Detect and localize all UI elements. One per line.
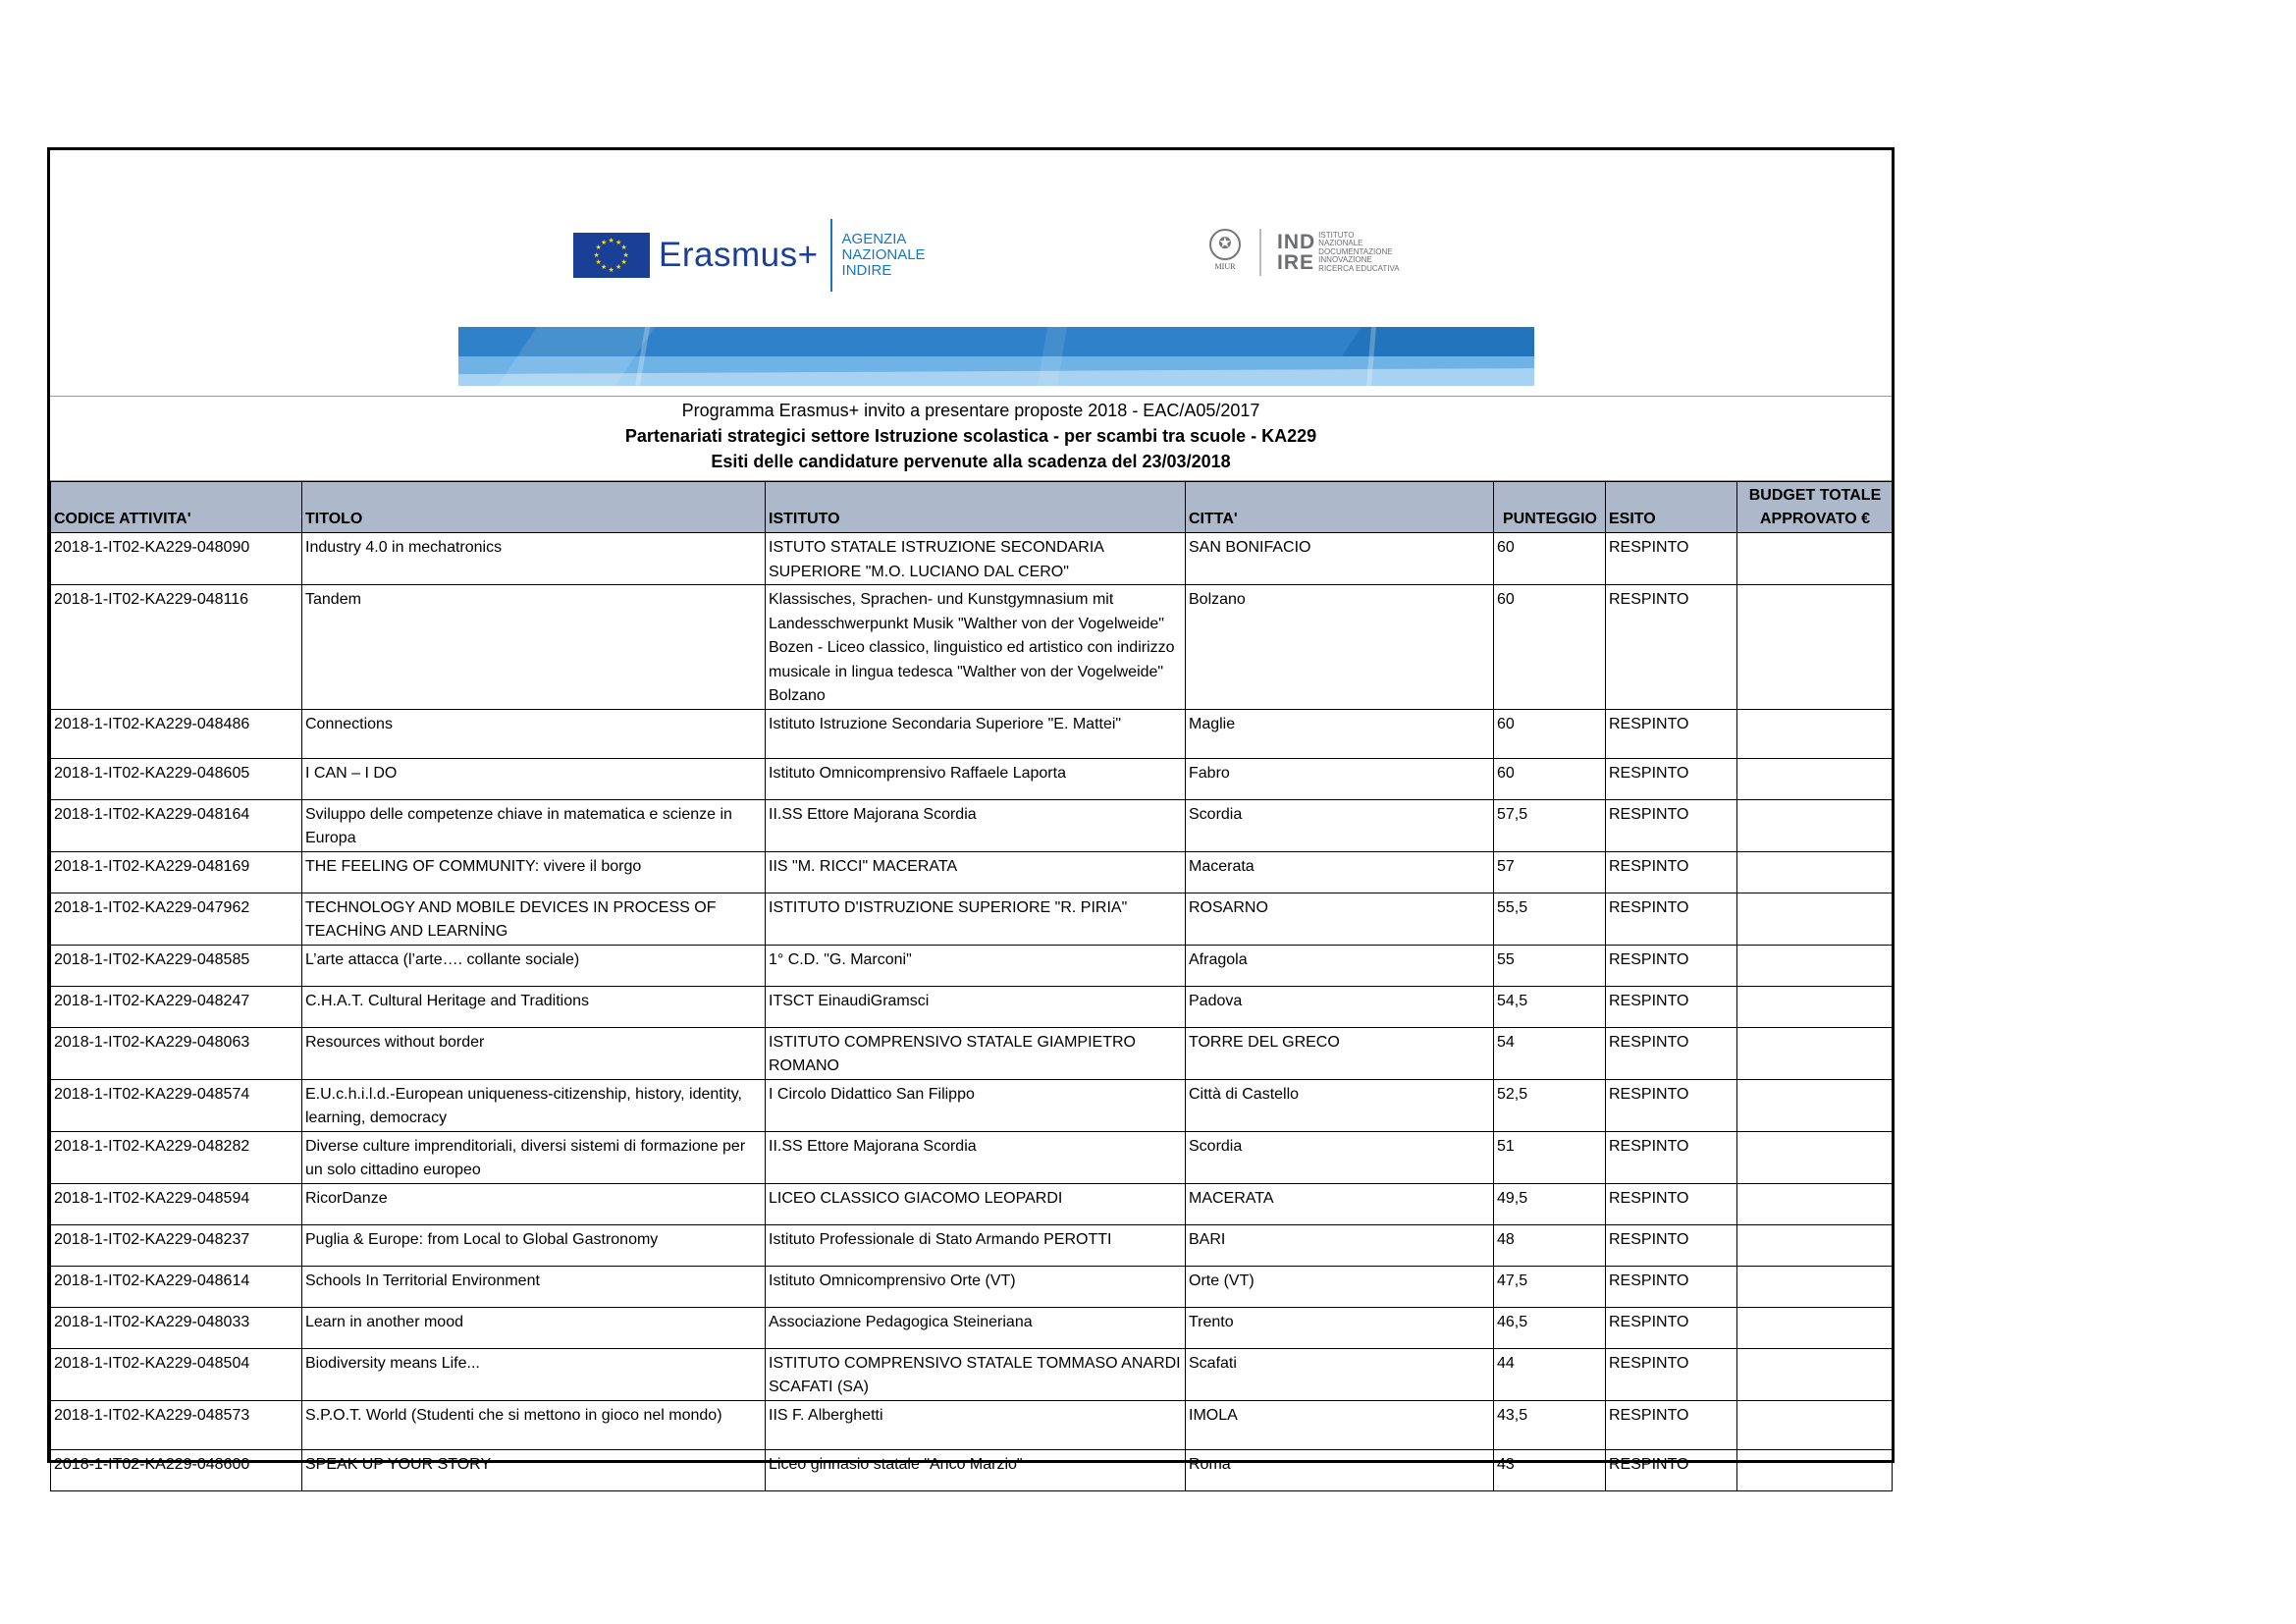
eu-star-icon: ★ xyxy=(615,239,622,246)
cell-code: 2018-1-IT02-KA229-048486 xyxy=(51,709,302,758)
cell-result: RESPINTO xyxy=(1606,1079,1737,1131)
cell-budget xyxy=(1737,851,1893,893)
cell-result: RESPINTO xyxy=(1606,709,1737,758)
cell-code: 2018-1-IT02-KA229-048574 xyxy=(51,1079,302,1131)
indire-subtitle xyxy=(1318,232,1399,274)
cell-budget xyxy=(1737,1131,1893,1183)
eu-star-icon: ★ xyxy=(595,244,602,251)
eu-star-icon: ★ xyxy=(601,264,608,272)
cell-city: Afragola xyxy=(1186,945,1494,986)
cell-result: RESPINTO xyxy=(1606,1131,1737,1183)
column-header-score: PUNTEGGIO xyxy=(1494,482,1606,533)
results-sheet xyxy=(47,147,1895,1473)
cell-institute: ITSCT EinaudiGramsci xyxy=(766,986,1186,1027)
cell-title: E.U.c.h.i.l.d.-European uniqueness-citizenship, history, identity, learning, democracy xyxy=(302,1079,766,1131)
cell-score: 57,5 xyxy=(1494,799,1606,851)
cell-score: 43,5 xyxy=(1494,1400,1606,1449)
cell-institute: II.SS Ettore Majorana Scordia xyxy=(766,799,1186,851)
cell-city: Roma xyxy=(1186,1449,1494,1490)
cell-title: Tandem xyxy=(302,585,766,710)
cell-score: 60 xyxy=(1494,758,1606,799)
cell-institute: ISTITUTO D'ISTRUZIONE SUPERIORE "R. PIRIA" xyxy=(766,893,1186,945)
column-header-city: CITTA' xyxy=(1186,482,1494,533)
cell-title: Schools In Territorial Environment xyxy=(302,1266,766,1307)
cell-institute: II.SS Ettore Majorana Scordia xyxy=(766,1131,1186,1183)
table-row xyxy=(51,1027,1893,1079)
column-header-code: CODICE ATTIVITA' xyxy=(51,482,302,533)
eu-star-icon: ★ xyxy=(608,266,614,274)
cell-budget xyxy=(1737,1183,1893,1224)
cell-code: 2018-1-IT02-KA229-048164 xyxy=(51,799,302,851)
eu-star-icon: ★ xyxy=(622,251,629,259)
eu-star-icon: ★ xyxy=(595,259,602,266)
indire-sub-line: ISTITUTO xyxy=(1318,230,1355,240)
logo-divider xyxy=(1259,229,1261,276)
cell-code: 2018-1-IT02-KA229-048033 xyxy=(51,1307,302,1348)
cell-budget xyxy=(1737,1224,1893,1266)
cell-budget xyxy=(1737,585,1893,710)
cell-result: RESPINTO xyxy=(1606,1266,1737,1307)
miur-seal-icon xyxy=(1204,229,1246,276)
cell-city: Bolzano xyxy=(1186,585,1494,710)
cell-title: Puglia & Europe: from Local to Global Gastronomy xyxy=(302,1224,766,1266)
cell-result: RESPINTO xyxy=(1606,1400,1737,1449)
cell-result: RESPINTO xyxy=(1606,758,1737,799)
cell-code: 2018-1-IT02-KA229-048585 xyxy=(51,945,302,986)
results-title: Esiti delle candidature pervenute alla scadenza del 23/03/2018 xyxy=(711,452,1231,471)
cell-city: Città di Castello xyxy=(1186,1079,1494,1131)
table-row xyxy=(51,893,1893,945)
cell-budget xyxy=(1737,1266,1893,1307)
cell-title: L’arte attacca (l’arte…. collante sociale) xyxy=(302,945,766,986)
indire-mark xyxy=(1277,232,1315,273)
cell-city: IMOLA xyxy=(1186,1400,1494,1449)
cell-budget xyxy=(1737,799,1893,851)
cell-institute: ISTUTO STATALE ISTRUZIONE SECONDARIA SUPERIORE "M.O. LUCIANO DAL CERO" xyxy=(766,533,1186,585)
table-row xyxy=(51,1449,1893,1490)
cell-institute: IIS F. Alberghetti xyxy=(766,1400,1186,1449)
cell-score: 60 xyxy=(1494,585,1606,710)
cell-code: 2018-1-IT02-KA229-048573 xyxy=(51,1400,302,1449)
cell-institute: Istituto Professionale di Stato Armando PEROTTI xyxy=(766,1224,1186,1266)
results-table xyxy=(50,481,1893,1491)
column-header-institute: ISTITUTO xyxy=(766,482,1186,533)
erasmus-wordmark: Erasmus+ xyxy=(659,236,819,274)
table-row xyxy=(51,758,1893,799)
indire-mark-line: IND xyxy=(1277,231,1316,253)
indire-logo xyxy=(1204,229,1400,276)
eu-star-icon: ★ xyxy=(593,251,600,259)
cell-title: RicorDanze xyxy=(302,1183,766,1224)
cell-score: 48 xyxy=(1494,1224,1606,1266)
cell-title: THE FEELING OF COMMUNITY: vivere il borgo xyxy=(302,851,766,893)
table-row xyxy=(51,1079,1893,1131)
cell-result: RESPINTO xyxy=(1606,945,1737,986)
cell-result: RESPINTO xyxy=(1606,1307,1737,1348)
cell-code: 2018-1-IT02-KA229-048605 xyxy=(51,758,302,799)
cell-city: Scordia xyxy=(1186,1131,1494,1183)
table-row xyxy=(51,709,1893,758)
table-row xyxy=(51,851,1893,893)
cell-code: 2018-1-IT02-KA229-048504 xyxy=(51,1348,302,1400)
cell-title: Connections xyxy=(302,709,766,758)
table-row xyxy=(51,1224,1893,1266)
table-header-row xyxy=(51,482,1893,533)
cell-code: 2018-1-IT02-KA229-048282 xyxy=(51,1131,302,1183)
erasmus-plus-logo xyxy=(573,219,926,292)
cell-code: 2018-1-IT02-KA229-048169 xyxy=(51,851,302,893)
cell-code: 2018-1-IT02-KA229-048594 xyxy=(51,1183,302,1224)
table-row xyxy=(51,1266,1893,1307)
programme-title: Programma Erasmus+ invito a presentare proposte 2018 - EAC/A05/2017 xyxy=(681,401,1260,420)
cell-institute: LICEO CLASSICO GIACOMO LEOPARDI xyxy=(766,1183,1186,1224)
agency-line: INDIRE xyxy=(841,262,892,279)
cell-title: Industry 4.0 in mechatronics xyxy=(302,533,766,585)
cell-score: 55 xyxy=(1494,945,1606,986)
cell-city: Trento xyxy=(1186,1307,1494,1348)
cell-code: 2018-1-IT02-KA229-048116 xyxy=(51,585,302,710)
cell-city: Fabro xyxy=(1186,758,1494,799)
cell-institute: 1° C.D. "G. Marconi" xyxy=(766,945,1186,986)
cell-city: TORRE DEL GRECO xyxy=(1186,1027,1494,1079)
cell-budget xyxy=(1737,533,1893,585)
cell-city: Scordia xyxy=(1186,799,1494,851)
cell-result: RESPINTO xyxy=(1606,533,1737,585)
logo-header xyxy=(50,150,1892,397)
miur-label: MIUR xyxy=(1214,262,1236,271)
cell-institute: Klassisches, Sprachen- und Kunstgymnasium mit Landesschwerpunkt Musik "Walther von der Vogelweide" Bozen - Liceo classico, linguistico ed artistico con indirizzo musicale in lingua tedesca "Walther von der Vogelweide" Bolzano xyxy=(766,585,1186,710)
cell-score: 60 xyxy=(1494,709,1606,758)
cell-budget xyxy=(1737,986,1893,1027)
column-header-budget: BUDGET TOTALE APPROVATO € xyxy=(1737,482,1893,533)
eu-star-icon: ★ xyxy=(620,259,627,266)
indire-mark-line: IRE xyxy=(1277,251,1315,274)
indire-sub-line: DOCUMENTAZIONE xyxy=(1318,246,1393,256)
action-title: Partenariati strategici settore Istruzione scolastica - per scambi tra scuole - KA229 xyxy=(624,426,1317,446)
table-row xyxy=(51,1400,1893,1449)
cell-budget xyxy=(1737,758,1893,799)
logo-divider xyxy=(830,219,832,292)
indire-sub-line: RICERCA EDUCATIVA xyxy=(1318,263,1400,273)
cell-institute: Associazione Pedagogica Steineriana xyxy=(766,1307,1186,1348)
cell-institute: Istituto Omnicomprensivo Raffaele Laporta xyxy=(766,758,1186,799)
cell-score: 60 xyxy=(1494,533,1606,585)
seal-emblem-icon: ✪ xyxy=(1209,229,1241,260)
cell-title: Diverse culture imprenditoriali, diversi sistemi di formazione per un solo cittadino europeo xyxy=(302,1131,766,1183)
cell-city: Orte (VT) xyxy=(1186,1266,1494,1307)
cell-institute: Liceo ginnasio statale "Anco Marzio" xyxy=(766,1449,1186,1490)
cell-city: MACERATA xyxy=(1186,1183,1494,1224)
cell-score: 49,5 xyxy=(1494,1183,1606,1224)
cell-result: RESPINTO xyxy=(1606,1183,1737,1224)
indire-sub-line: NAZIONALE xyxy=(1318,239,1363,248)
cell-result: RESPINTO xyxy=(1606,585,1737,710)
cell-budget xyxy=(1737,1027,1893,1079)
cell-result: RESPINTO xyxy=(1606,1348,1737,1400)
cell-code: 2018-1-IT02-KA229-048237 xyxy=(51,1224,302,1266)
cell-city: ROSARNO xyxy=(1186,893,1494,945)
cell-score: 46,5 xyxy=(1494,1307,1606,1348)
eu-star-icon: ★ xyxy=(608,237,614,244)
table-row xyxy=(51,945,1893,986)
cell-city: Macerata xyxy=(1186,851,1494,893)
cell-budget xyxy=(1737,945,1893,986)
table-row xyxy=(51,1348,1893,1400)
cell-result: RESPINTO xyxy=(1606,1027,1737,1079)
cell-title: Biodiversity means Life... xyxy=(302,1348,766,1400)
cell-title: Resources without border xyxy=(302,1027,766,1079)
cell-code: 2018-1-IT02-KA229-048247 xyxy=(51,986,302,1027)
blue-banner-graphic xyxy=(458,327,1534,386)
table-row xyxy=(51,1183,1893,1224)
cell-score: 51 xyxy=(1494,1131,1606,1183)
cell-result: RESPINTO xyxy=(1606,986,1737,1027)
cell-code: 2018-1-IT02-KA229-048090 xyxy=(51,533,302,585)
indire-sub-line: INNOVAZIONE xyxy=(1318,255,1372,265)
cell-title: SPEAK UP YOUR STORY xyxy=(302,1449,766,1490)
cell-title: C.H.A.T. Cultural Heritage and Traditions xyxy=(302,986,766,1027)
cell-city: Padova xyxy=(1186,986,1494,1027)
cell-city: SAN BONIFACIO xyxy=(1186,533,1494,585)
cell-budget xyxy=(1737,1348,1893,1400)
cell-score: 52,5 xyxy=(1494,1079,1606,1131)
cell-score: 47,5 xyxy=(1494,1266,1606,1307)
cell-city: BARI xyxy=(1186,1224,1494,1266)
cell-institute: I Circolo Didattico San Filippo xyxy=(766,1079,1186,1131)
cell-result: RESPINTO xyxy=(1606,799,1737,851)
cell-title: TECHNOLOGY AND MOBILE DEVICES IN PROCESS OF TEACHİNG AND LEARNİNG xyxy=(302,893,766,945)
cell-institute: Istituto Istruzione Secondaria Superiore "E. Mattei" xyxy=(766,709,1186,758)
agency-name xyxy=(842,232,926,279)
table-row xyxy=(51,585,1893,710)
cell-score: 54,5 xyxy=(1494,986,1606,1027)
table-row xyxy=(51,1307,1893,1348)
cell-budget xyxy=(1737,1400,1893,1449)
eu-star-icon: ★ xyxy=(601,239,608,246)
cell-score: 54 xyxy=(1494,1027,1606,1079)
cell-city: Maglie xyxy=(1186,709,1494,758)
cell-budget xyxy=(1737,1079,1893,1131)
cell-code: 2018-1-IT02-KA229-048600 xyxy=(51,1449,302,1490)
cell-institute: IIS "M. RICCI" MACERATA xyxy=(766,851,1186,893)
cell-budget xyxy=(1737,1307,1893,1348)
cell-score: 55,5 xyxy=(1494,893,1606,945)
table-body xyxy=(51,533,1893,1491)
column-header-title: TITOLO xyxy=(302,482,766,533)
eu-star-icon: ★ xyxy=(615,264,622,272)
cell-city: Scafati xyxy=(1186,1348,1494,1400)
cell-result: RESPINTO xyxy=(1606,1449,1737,1490)
cell-result: RESPINTO xyxy=(1606,1224,1737,1266)
cell-code: 2018-1-IT02-KA229-048063 xyxy=(51,1027,302,1079)
cell-result: RESPINTO xyxy=(1606,851,1737,893)
cell-score: 57 xyxy=(1494,851,1606,893)
agency-line: AGENZIA xyxy=(841,231,907,247)
cell-code: 2018-1-IT02-KA229-047962 xyxy=(51,893,302,945)
agency-line: NAZIONALE xyxy=(841,246,926,263)
cell-title: I CAN – I DO xyxy=(302,758,766,799)
cell-title: S.P.O.T. World (Studenti che si mettono in gioco nel mondo) xyxy=(302,1400,766,1449)
table-row xyxy=(51,986,1893,1027)
cell-result: RESPINTO xyxy=(1606,893,1737,945)
column-header-result: ESITO xyxy=(1606,482,1737,533)
cell-score: 44 xyxy=(1494,1348,1606,1400)
cell-budget xyxy=(1737,1449,1893,1490)
document-heading xyxy=(50,397,1892,481)
cell-budget xyxy=(1737,709,1893,758)
table-row xyxy=(51,533,1893,585)
cell-institute: ISTITUTO COMPRENSIVO STATALE GIAMPIETRO ROMANO xyxy=(766,1027,1186,1079)
cell-title: Sviluppo delle competenze chiave in matematica e scienze in Europa xyxy=(302,799,766,851)
cell-code: 2018-1-IT02-KA229-048614 xyxy=(51,1266,302,1307)
table-row xyxy=(51,1131,1893,1183)
eu-star-icon: ★ xyxy=(620,244,627,251)
table-row xyxy=(51,799,1893,851)
cell-institute: ISTITUTO COMPRENSIVO STATALE TOMMASO ANARDI SCAFATI (SA) xyxy=(766,1348,1186,1400)
cell-score: 43 xyxy=(1494,1449,1606,1490)
cell-budget xyxy=(1737,893,1893,945)
eu-flag-icon xyxy=(573,233,650,278)
cell-title: Learn in another mood xyxy=(302,1307,766,1348)
cell-institute: Istituto Omnicomprensivo Orte (VT) xyxy=(766,1266,1186,1307)
